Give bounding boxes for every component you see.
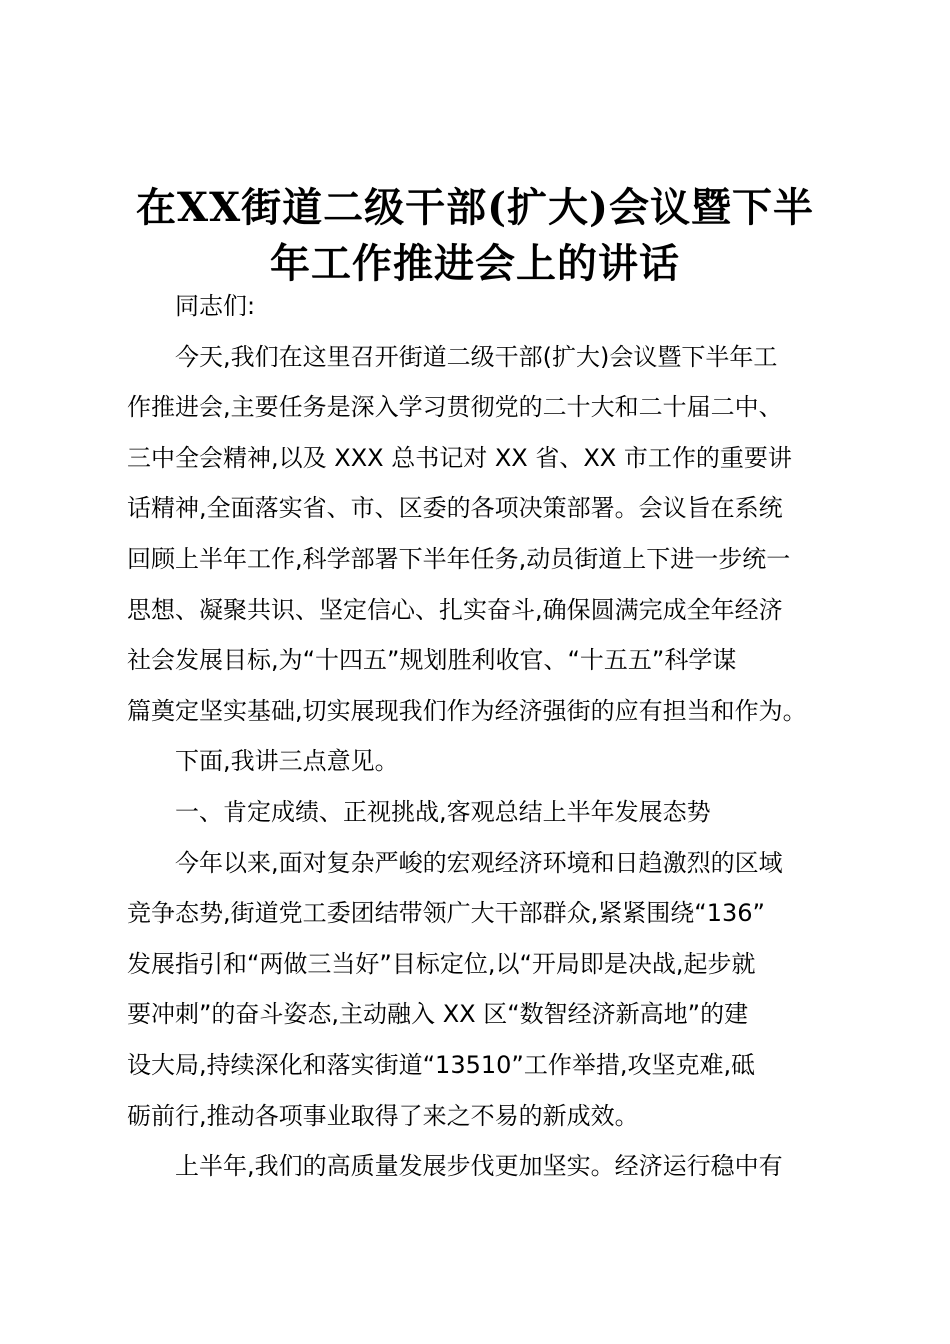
paragraph [127,1141,837,1192]
title-line: 年工作推进会上的讲话 [270,240,680,287]
text-line: 要冲刺”的奋斗姿态,主动融入 XX 区“数智经济新高地”的建 [127,1000,749,1029]
text-line: 话精神,全面落实省、市、区委的各项决策部署。会议旨在系统 [127,494,783,523]
text-line: 砺前行,推动各项事业取得了来之不易的新成效。 [127,1101,639,1130]
salutation: 同志们: [175,292,256,320]
text-line: 今年以来,面对复杂严峻的宏观经济环境和日趋激烈的区域 [175,848,783,877]
paragraph [127,332,837,737]
text-line: 发展指引和“两做三当好”目标定位,以“开局即是决战,起步就 [127,949,756,978]
text-line: 篇奠定坚实基础,切实展现我们作为经济强街的应有担当和作为。 [127,696,807,725]
text-line: 三中全会精神,以及 XXX 总书记对 XX 省、XX 市工作的重要讲 [127,443,792,472]
text-line: 回顾上半年工作,科学部署下半年任务,动员街道上下进一步统一 [127,544,791,573]
title-line: 在XX街道二级干部(扩大)会议暨下半 [136,184,814,231]
paragraph [127,838,837,1142]
page-title [100,180,850,292]
text-line: 设大局,持续深化和落实街道“13510”工作举措,攻坚克难,砥 [127,1050,756,1079]
text-line: 上半年,我们的高质量发展步伐更加坚实。经济运行稳中有 [175,1152,783,1181]
text-line: 竞争态势,街道党工委团结带领广大干部群众,紧紧围绕“136” [127,899,765,928]
paragraph: 下面,我讲三点意见。 [175,747,399,776]
text-line: 今天,我们在这里召开街道二级干部(扩大)会议暨下半年工 [175,342,778,371]
text-line: 作推进会,主要任务是深入学习贯彻党的二十大和二十届二中、 [127,393,783,422]
text-line: 社会发展目标,为“十四五”规划胜利收官、“十五五”科学谋 [127,646,737,675]
section-heading: 一、肯定成绩、正视挑战,客观总结上半年发展态势 [175,797,711,826]
text-line: 思想、凝聚共识、坚定信心、扎实奋斗,确保圆满完成全年经济 [127,595,783,624]
document-body [127,281,837,1192]
